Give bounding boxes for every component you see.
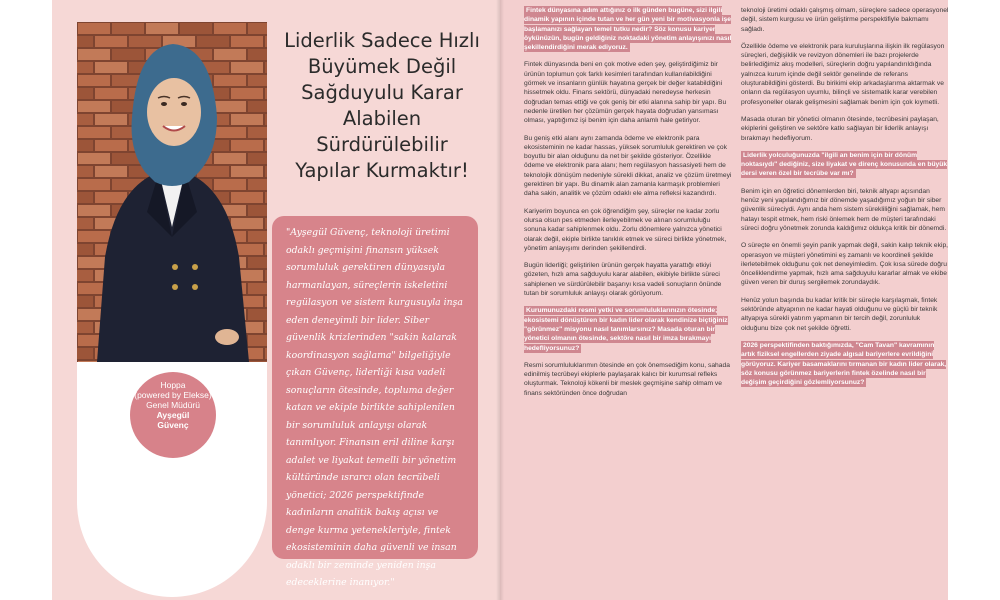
interview-question: [741, 151, 948, 179]
interview-answer: [524, 207, 732, 253]
interview-answer: [524, 134, 732, 199]
person-illustration: [77, 22, 267, 362]
question-text: Kurumunuzdaki resmi yetki ve sorumluluklarınızın ötesinde; ekosistemi dönüştüren bir kadın lider olarak kendinize biçtiğiniz "görünmez" misyonu nasıl tanımlarsınız? Masada oturan bir yönetici olmanın ötesinde, sektöre nasıl bir imza bırakmayı hedefliyorsunuz?: [524, 307, 728, 352]
answer-text: Benim için en öğretici dönemlerden biri, teknik altyapı açısından henüz yeni yapılandığımız bir dönemde yaşadığımız yoğun bir siber güvenlik süreciydi. Aynı anda hem sistem sürekliliğini sağlamak, hem hatayı tespit etmek, hem riski önlemek hem de müşteri tarafındaki süreci doğru yönetmek zorunda kaldığımız oldukça kritik bir dönemdi.: [741, 187, 947, 232]
caption-powered: (powered by Elekse): [134, 390, 212, 400]
answer-text: Henüz yolun başında bu kadar kritik bir süreçle karşılaşmak, fintek sektöründe altyapının ne kadar hayati olduğunu ve güçlü bir teknik altyapıya sürekli yatırım yapmanın bir tercih değil, zorunluluk olduğunu bize çok net şekilde öğretti.: [741, 296, 938, 332]
interview-answer: [741, 187, 948, 233]
interview-answer: [741, 296, 948, 333]
question-text: 2026 perspektifinden baktığımızda, "Cam Tavan" kavramının artık fiziksel engellerden ziyade algısal bariyerlere evrildiğini görüyoruz. Kariyer basamaklarını tırmanan bir kadın lider olarak, söz konusu görünmez bariyerlerin fintek özelinde nasıl bir değişim geçirdiğini gözlemliyorsunuz?: [741, 341, 947, 387]
text-column-1: [524, 6, 732, 406]
answer-text: Fintek dünyasında beni en çok motive eden şey, geliştirdiğimiz bir ürünün toplumun çok farklı kesimleri tarafından kullanılabildiğini görmek ve insanların günlük hayatına gerçek bir değer katabildiğini hissetmek oldu. Finans sektörü, dünyadaki neredeyse herkesin doğrudan temas ettiği ve çok geniş bir etki alanına sahip bir yapı. Bu nedenle üretilen her çözümün gerçek hayata doğrudan yansıması olması, yaptığımız işi benim için daha anlamlı hale getiriyor.: [524, 61, 727, 125]
answer-text: Özellikle ödeme ve elektronik para kuruluşlarına ilişkin ilk regülasyon süreçleri, değişiklik ve revizyon dönemleri ile bazı projelerde belirlediğimiz akış modelleri, süreçlerin doğru yapılandırıldığında yalnızca kurum içinde değil sektör genelinde de referans oluşturabildiğini gösterdi. Bu birikimi ekip arkadaşlarıma aktarmak ve onların da regülasyon uyumlu, bilinçli ve sistematik karar verebilen profesyoneller olarak gelişmesini sağlamak benim için çok kıymetli.: [741, 42, 945, 106]
answer-text: O süreçte en önemli şeyin panik yapmak değil, sakin kalıp teknik ekip, operasyon ve müşteri yönetimini eş zamanlı ve koordineli şekilde ilerletebilmek olduğunu çok net deneyimledim. Çok kısa sürede doğru önceliklendirme yapmak, hızlı ama sağduyulu kararlar almak ve ekibe güven veren bir duruş sergilemek zorundaydık.: [741, 242, 948, 287]
text-column-2: [741, 6, 948, 395]
interview-answer: [524, 361, 732, 398]
interview-answer: [741, 6, 948, 34]
interview-question: [741, 341, 948, 387]
magazine-spread: [52, 0, 948, 600]
answer-text: Resmi sorumluluklarımın ötesinde en çok önemsediğim konu, sahada edinilmiş tecrübeyi ekiplerle paylaşarak kalıcı bir kurumsal refleks oluşturmak. Teknoloji kökenli bir meslek geçmişine sahip olmam ve finans sektöründen önce doğrudan: [524, 361, 730, 397]
caption-company: Hoppa: [160, 380, 186, 390]
answer-text: teknoloji üretimi odaklı çalışmış olmam, süreçlere sadece operasyonel değil, sistem kurgusu ve ürün geliştirme perspektifiyle bakmamı sağladı.: [741, 7, 948, 33]
interview-answer: [741, 42, 948, 107]
answer-text: Masada oturan bir yönetici olmanın ötesinde, tecrübesini paylaşan, ekiplerini geliştiren ve sektöre katkı sağlayan bir liderlik anlayışı bırakmayı hedefliyorum.: [741, 115, 939, 142]
interview-answer: [524, 60, 732, 125]
answer-text: Bugün liderliği; geliştirilen ürünün gerçek hayatta yarattığı etkiyi gözeten, hızlı ama sağduyulu karar alabilen, ekibiyle birlikte süreci sahiplenen ve sürdürülebilir başarıyı kısa vadeli sonuçların önünde tutan bir sorumluluk anlayışı olarak görüyorum.: [524, 262, 722, 298]
interview-answer: [741, 115, 948, 143]
answer-text: Kariyerim boyunca en çok öğrendiğim şey, süreçler ne kadar zorlu olursa olsun pes etmeden ilerleyebilmek ve alınan sorumluluğu sonuna kadar sahiplenmek oldu. Zorlu dönemlere yalnızca yönetici olarak değil, ekiple birlikte tanıklık etmek ve süreci birlikte yönetmek, yönetim anlayışımı derinden şekillendirdi.: [524, 207, 727, 252]
question-text: Fintek dünyasına adım attığınız o ilk günden bugüne, sizi ilgili dinamik yapının içinde tutan ve her gün yeni bir motivasyonla işe başlamanızı sağlayan temel tutku nedir? Söz konusu kariyer öykünüzün, bugün geldiğiniz noktadaki yönetim anlayışınızı nasıl şekillendirdiğini merak ediyoruz.: [524, 7, 732, 52]
caption-first-name: Ayşegül: [156, 410, 190, 420]
interview-question: [524, 6, 732, 52]
portrait-card: [77, 22, 267, 597]
interview-answer: [741, 241, 948, 287]
interview-question: [524, 306, 732, 352]
interview-answer: [524, 261, 732, 298]
caption-badge: [130, 372, 216, 458]
pull-quote: "Ayşegül Güvenç, teknoloji üretimi odaklı geçmişini finansın yüksek sorumluluk gerektiren dünyasıyla harmanlayan, süreçlerin iskeletini regülasyon ve sistem kurgusuyla inşa eden deneyimli bir lider. Siber güvenlik krizlerinden "sakin kalarak koordinasyon sağlama" bilgeliğiyle çıkan Güvenç, liderliği kısa vadeli sonuçların ötesinde, topluma değer katan ve ekiple birlikte sahiplenilen bir sorumluluk anlayışı olarak tanımlıyor. Finansın eril diline karşı adalet ve liyakat temelli bir yönetim kültüründe ısrarcı olan tecrübeli yönetici; 2026 perspektifinde kadınların analitik bakış açısı ve denge kurma yetenekleriyle, fintek ekosisteminin daha güvenli ve insan odaklı bir zeminde yeniden inşa edeceklerine inanıyor.": [272, 216, 478, 559]
caption-last-name: Güvenç: [157, 420, 189, 430]
page-fold: [496, 0, 504, 600]
question-text: Liderlik yolculuğunuzda "ilgili an benim için bir dönüm noktasıydı" dediğiniz, size liyakat ve direnç konusunda en büyük dersi veren özel bir tecrübe var mı?: [741, 151, 948, 178]
article-headline: Liderlik Sadece Hızlı Büyümek Değil Sağduyulu Karar Alabilen Sürdürülebilir Yapılar Kurmaktır!: [284, 29, 480, 182]
answer-text: Bu geniş etki alanı aynı zamanda ödeme ve elektronik para ekosisteminin ne kadar hassas, yüksek sorumluluk gerektiren ve çok boyutlu bir alan olduğunu da net bir şekilde gösteriyor. Özellikle ödeme ve elektronik para alanı; hem regülasyon hassasiyeti hem de teknolojik dönüşüm nedeniyle sürekli dikkat, analiz ve çözüm üretmeyi gerektiren bir yapı. Bu dinamik alan zamanla karmaşık problemleri daha sakin, analitik ve çözüm odaklı ele alma refleksi kazandırdı.: [524, 134, 732, 198]
portrait-photo: [77, 22, 267, 362]
caption-role: Genel Müdürü: [146, 400, 200, 410]
